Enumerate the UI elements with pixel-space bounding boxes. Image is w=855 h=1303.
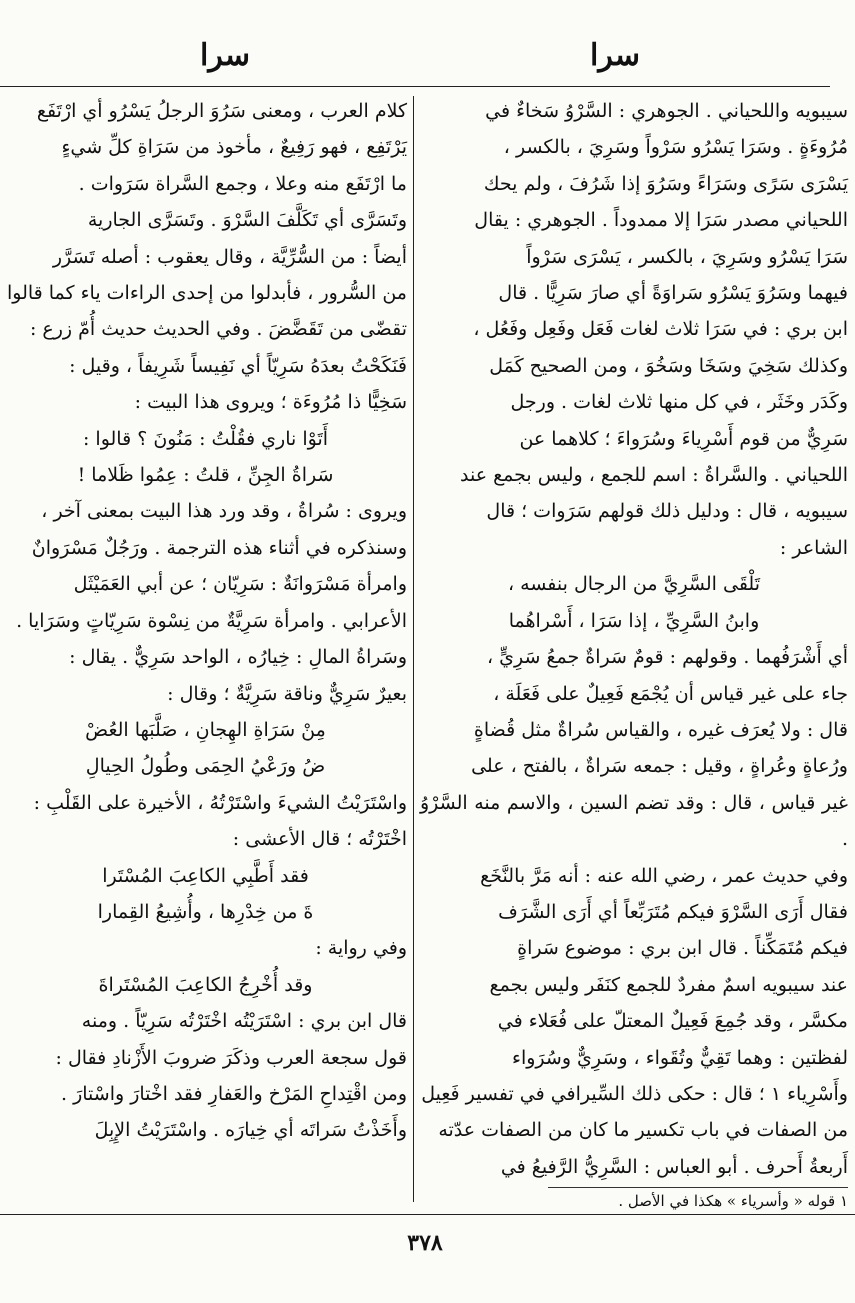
text-line: فيكم مُتَمَكِّناً . قال ابن بري : موضوع سَراةٍ (517, 937, 848, 960)
text-line: اللحياني . والسَّراةُ : اسم للجمع ، وليس بجمع عند (459, 464, 848, 487)
text-line: وكَدَر وخَثَر ، في كل منها ثلاث لغات . ورجل (510, 391, 848, 414)
text-line: أيضاً : من السُّرِّيَّة ، وقال يعقوب : أصله تَسَرَّر (52, 245, 407, 268)
text-line: قال : ولا يُعرَف غيره ، والقياس سُراةٌ مثل قُضاةٍ (473, 718, 848, 741)
text-line: كلام العرب ، ومعنى سَرُوَ الرجلُ يَسْرُو أي ارْتَفَع (36, 100, 407, 122)
text-line: مُرُوءَةٍ . وسَرَا يَسْرُو سَرْواً وسَرِيَ ، بالكسر ، (503, 136, 848, 159)
text-line: وامرأة مَسْرَوانَةٌ : سَرِيّان ؛ عن أبي العَمَيْثَل (73, 573, 407, 596)
text-line: ومن اقْتِداحِ المَرْخ والعَفارِ فقد اخْتارَ واسْتارَ . (61, 1082, 407, 1105)
text-line: مكسَّر ، وقد جُمِعَ فَعِيلٌ المعتلّ على فُعَلاء في (497, 1010, 848, 1033)
text-line: جاء على غير قياس أن يُجْمَع فَعِيلٌ على فَعَلَة ، (493, 682, 848, 705)
text-line: سيبويه واللحياني . الجوهري : السَّرْوُ سَخاءٌ في (485, 100, 848, 122)
text-line: من السُّرور ، فأبدلوا من إحدى الراءات ياء كما قالوا (6, 282, 407, 305)
verse-line: ةَ من خِدْرِها ، وأُشِيعُ القِمارا (97, 900, 314, 923)
text-line: قال ابن بري : اسْتَرَيْتُه اخْتَرْتُه سَرِيّاً . ومنه (81, 1010, 407, 1033)
header-rule (0, 86, 830, 87)
verse-line: وابنُ السَّرِيِّ ، إذا سَرَا ، أَسْراهُما (508, 609, 760, 632)
text-line: سيبويه ، قال : ودليل ذلك قولهم سَرَوات ؛ قال (486, 500, 848, 523)
text-line: واسْتَرَيْتُ الشيءَ واسْتَرْتُهُ ، الأخيرة على القَلْبِ : (33, 791, 407, 814)
verse-line: وقد أُخْرِجُ الكاعِبَ المُسْتَراةَ (98, 973, 313, 996)
verse-line: تَلْقَى السَّرِيَّ من الرجال بنفسه ، (507, 573, 761, 596)
text-line: بعيرٌ سَرِيٌّ وناقة سَرِيَّةٌ ؛ وقال : (167, 682, 407, 705)
text-line: سَخِيًّا ذا مُرُوءَة ؛ ويروى هذا البيت : (134, 391, 407, 414)
text-line: وفي حديث عمر ، رضي الله عنه : أنه مَرَّ بالنَّخَع (480, 864, 848, 887)
text-line: يَسْرَى سَرًى وسَرَاءً وسَرُوَ إذا شَرُفَ ، ولم يحك (483, 172, 848, 195)
verse-line: فقد أَطَّبِي الكاعِبَ المُسْتَرا (102, 864, 309, 887)
verse-line: مِنْ سَرَاةِ الهِجانِ ، صَلَّبَها العُضْ (85, 718, 326, 741)
text-line: اللحياني مصدر سَرَا إلا ممدوداً . الجوهري : يقال (474, 209, 848, 232)
text-line: أَربعةُ أَحرف . أبو العباس : السَّرِيُّ الرَّفيعُ في (500, 1155, 848, 1178)
text-line: ابن بري : في سَرَا ثلاث لغات فَعَل وفَعِل وفَعُل ، (473, 318, 848, 341)
text-line: ويروى : سُراةُ ، وقد ورد هذا البيت بمعنى آخر ، (41, 500, 407, 523)
text-line: فيهما وسَرُوَ يَسْرُو سَراوَةً أي صارَ سَرِيًّا . قال (498, 282, 848, 305)
column-divider (413, 96, 414, 1202)
text-line: فقال أَرَى السَّرْوَ فيكم مُتَرَبِّعاً أي أَرَى الشَّرَف (498, 900, 848, 923)
text-line: وتَسَرَّى أي تَكَلَّفَ السَّرْوَ . وتَسَرَّى الجارية (87, 209, 407, 232)
right-column (420, 93, 848, 1214)
text-line: سَرِيٌّ من قوم أَسْرِياءَ وسُرَواءَ ؛ كلاهما عن (519, 427, 848, 450)
text-line: سَرَا يَسْرُو وسَرِيَ ، بالكسر ، يَسْرَى سَرْواً (526, 245, 848, 268)
right-headword: سرا (590, 38, 641, 73)
text-line: من الصفات في باب تكسير ما كان من الصفات عدّته (438, 1119, 848, 1142)
text-line: الأعرابي . وامرأة سَرِيَّةٌ من نِسْوة سَرِيّاتٍ وسَرَايا . (16, 609, 407, 632)
text-line: الشاعر : (779, 536, 848, 559)
left-headword: سرا (200, 38, 251, 73)
text-line: وفي رواية : (315, 937, 407, 960)
footnote: ١ قوله « وأسرياء » هكذا في الأصل . (618, 1192, 848, 1211)
text-line: وسنذكره في أثناء هذه الترجمة . ورَجُلٌ مَسْرَوانٌ (31, 536, 407, 559)
text-line: وكذلك سَخِيَ وسَخَا وسَخُوَ ، ومن الصحيح كَمَل (489, 354, 848, 377)
text-line: وأَخَذْتُ سَراتَه أي خِيارَه . واسْتَرَيْتُ الإِبِلَ (94, 1119, 407, 1142)
left-column (4, 93, 407, 1149)
footer-rule (0, 1214, 855, 1215)
text-line: اخْتَرْتُه ؛ قال الأعشى : (232, 828, 407, 851)
text-line: وأَسْرِياء ١ ؛ قال : حكى ذلك السِّيرافي في تفسير فَعِيل (421, 1082, 848, 1105)
verse-line: ضُ ورَعْيُ الحِمَى وطُولُ الحِيالِ (85, 755, 326, 778)
text-line: ورُعاةٍ وعُراةٍ ، وقيل : جمعه سَراةٌ ، بالفتح ، على (471, 755, 848, 778)
text-line: قول سجعة العرب وذكَرَ ضروبَ الأَزْنادِ فقال : (55, 1046, 407, 1069)
text-line: أي أَشْرَفُهما . وقولهم : قومٌ سَراةٌ جمعُ سَرِيٍّ ، (486, 646, 848, 669)
text-line: غير قياس ، قال : وقد تضم السين ، والاسم منه السَّرْوُ . (420, 791, 848, 851)
text-line: لفظتين : وهما تَقِيٌّ وتُقَواء ، وسَرِيٌّ وسُرَواء (512, 1046, 848, 1069)
text-line: فَنَكَحْتُ بعدَهُ سَرِيّاً أي نَفِيساً شَرِيفاً ، وقيل : (69, 354, 407, 377)
page-number: ٣٧٨ (407, 1230, 443, 1256)
text-line: يَرْتَفِع ، فهو رَفِيعٌ ، مأخوذ من سَرَاةِ كلِّ شيءٍ (61, 136, 407, 159)
text-line: عند سيبويه اسمٌ مفردٌ للجمع كنَفَر وليس بجمع (489, 973, 848, 996)
text-line: تقضّى من تَقَضَّضَ . وفي الحديث حديث أُمّ زرع : (29, 318, 407, 341)
verse-line: سَراةُ الجِنِّ ، قلتُ : عِمُوا ظَلاما ! (77, 464, 334, 487)
verse-line: أَتَوْا ناري فقُلْتُ : مَنُونَ ؟ قالوا : (82, 427, 329, 450)
text-line: وسَراةُ المالِ : خِيارُه ، الواحد سَرِيٌّ . يقال : (69, 646, 407, 669)
text-line: ما ارْتَفَع منه وعلا ، وجمع السَّراة سَرَوات . (78, 172, 407, 195)
